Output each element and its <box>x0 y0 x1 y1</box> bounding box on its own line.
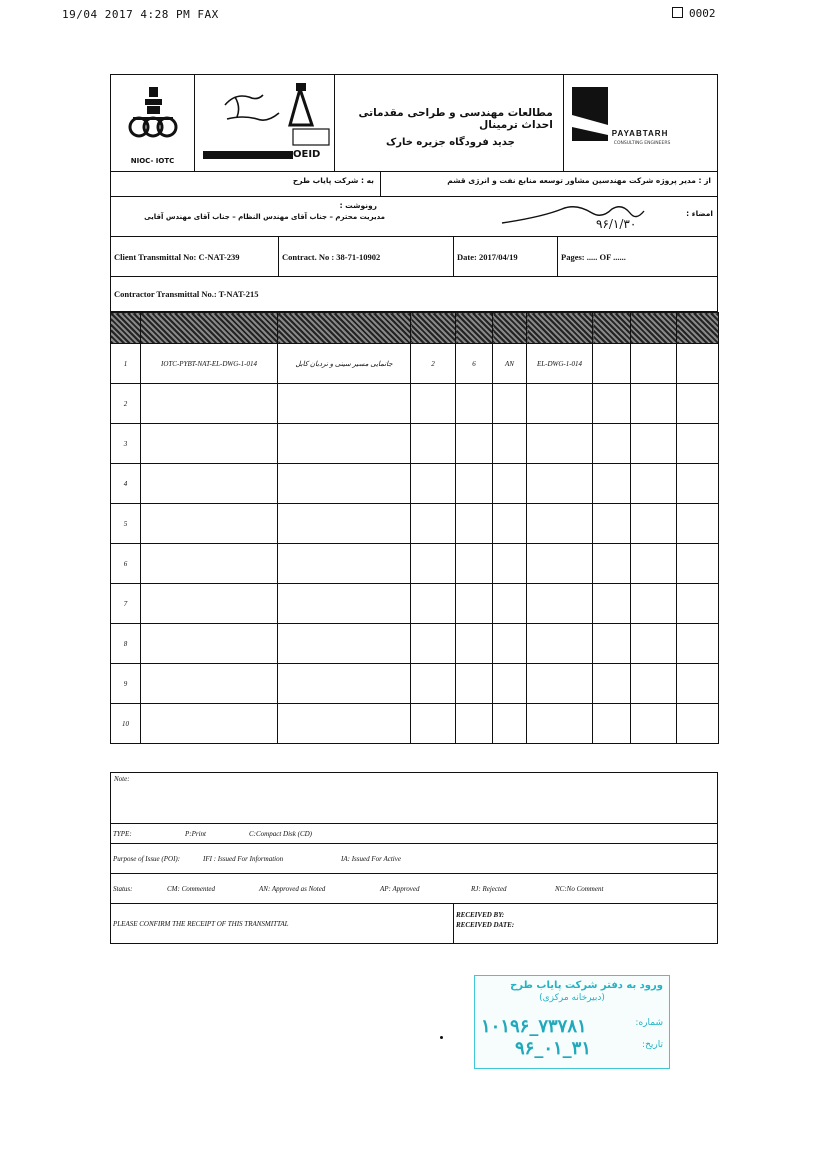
cell-ref <box>527 704 593 744</box>
cell-empty <box>677 464 719 504</box>
to-field: به : شرکت پایاب طرح <box>111 172 381 196</box>
notes-section <box>110 772 718 944</box>
table-row <box>111 584 719 624</box>
stamp-line1: ورود به دفتر شرکت پایاب طرح <box>510 980 663 991</box>
project-title <box>335 75 564 171</box>
client-transmittal: Client Transmittal No: C-NAT-239 <box>111 237 279 276</box>
status-an: AN: Approved as Noted <box>259 884 326 893</box>
table-header <box>111 313 719 344</box>
cell-status <box>493 664 527 704</box>
table-row <box>111 384 719 424</box>
table-row <box>111 424 719 464</box>
cell-rev <box>411 664 456 704</box>
poi-label: Purpose of Issue (POI): <box>113 854 181 863</box>
cell-empty <box>593 584 631 624</box>
payabtarh-logo <box>564 75 717 171</box>
cell-title <box>278 544 411 584</box>
fax-page-value: 0002 <box>689 7 716 20</box>
cell-ref <box>527 464 593 504</box>
cell-empty <box>677 424 719 464</box>
cell-pages <box>456 424 493 464</box>
table-row <box>111 544 719 584</box>
nioc-emblem-icon <box>111 75 195 155</box>
cell-empty <box>631 424 677 464</box>
signature-label: امضاء : <box>686 209 713 218</box>
cell-ref <box>527 664 593 704</box>
cell-empty <box>677 704 719 744</box>
type-label: TYPE: <box>113 829 132 838</box>
cell-empty <box>677 344 719 384</box>
cell-empty <box>631 384 677 424</box>
stamp-date-label: تاریخ: <box>642 1040 663 1050</box>
receipt-stamp <box>474 975 670 1069</box>
cc-body: مدیریت محترم – جناب آقای مهندس النظام – جناب آقای مهندس آقایی <box>144 213 385 221</box>
cell-empty <box>631 544 677 584</box>
cell-title <box>278 624 411 664</box>
cell-pages <box>456 464 493 504</box>
cell-pages <box>456 664 493 704</box>
confirm-line <box>110 904 718 944</box>
speck <box>440 1036 443 1039</box>
nioc-logo <box>111 75 195 171</box>
note-box <box>110 772 718 824</box>
fax-page-number <box>672 7 716 20</box>
cell-no: 8 <box>111 624 141 664</box>
received-block <box>454 904 717 943</box>
cell-rev <box>411 584 456 624</box>
status-rj: RJ: Rejected <box>471 884 507 893</box>
cell-pages <box>456 704 493 744</box>
cell-rev <box>411 504 456 544</box>
cell-empty <box>631 624 677 664</box>
table-row <box>111 664 719 704</box>
cell-ref: EL-DWG-1-014 <box>527 344 593 384</box>
cell-title <box>278 584 411 624</box>
cell-rev <box>411 464 456 504</box>
cell-empty <box>677 664 719 704</box>
cell-rev <box>411 384 456 424</box>
signature-date: ۹۶/۱/۳۰ <box>596 217 637 231</box>
cell-doc <box>141 624 278 664</box>
note-label: Note: <box>114 775 130 783</box>
cell-doc <box>141 704 278 744</box>
cell-doc <box>141 424 278 464</box>
status-nc: NC:No Comment <box>555 884 604 893</box>
stamp-number: ۱۰۱۹۶_۷۳۷۸۱ <box>481 1016 587 1037</box>
stamp-number-label: شماره: <box>635 1018 663 1028</box>
cc-row <box>110 197 718 237</box>
cell-title <box>278 704 411 744</box>
cell-rev <box>411 424 456 464</box>
status-ap: AP: Approved <box>380 884 420 893</box>
cell-pages: 6 <box>456 344 493 384</box>
cell-rev: 2 <box>411 344 456 384</box>
cell-empty <box>593 344 631 384</box>
cell-empty <box>631 704 677 744</box>
stamp-line2: (دبیرخانه مرکزی) <box>539 993 605 1003</box>
cell-rev <box>411 544 456 584</box>
contractor-transmittal: Contractor Transmittal No.: T-NAT-215 <box>110 277 718 312</box>
cell-empty <box>677 504 719 544</box>
address-row <box>110 172 718 197</box>
table-row <box>111 624 719 664</box>
cell-empty <box>631 664 677 704</box>
cell-title <box>278 384 411 424</box>
cell-title <box>278 464 411 504</box>
stamp-date: ۹۶_۰۱_۳۱ <box>515 1038 592 1059</box>
cell-empty <box>593 464 631 504</box>
cell-empty <box>677 584 719 624</box>
cell-doc <box>141 664 278 704</box>
cell-empty <box>631 344 677 384</box>
cell-no: 2 <box>111 384 141 424</box>
fax-header: 19/04 2017 4:28 PM FAX <box>62 8 219 21</box>
cell-empty <box>631 584 677 624</box>
cell-status <box>493 624 527 664</box>
pages-count: Pages: ..... OF ...... <box>561 251 626 262</box>
cc-title: رونوشت : <box>339 201 377 210</box>
cell-no: 4 <box>111 464 141 504</box>
cell-title <box>278 424 411 464</box>
cell-rev <box>411 704 456 744</box>
cell-no: 9 <box>111 664 141 704</box>
cell-ref <box>527 624 593 664</box>
cell-empty <box>593 704 631 744</box>
cell-doc <box>141 464 278 504</box>
cell-status <box>493 384 527 424</box>
cell-doc <box>141 584 278 624</box>
status-cm: CM: Commented <box>167 884 216 893</box>
cell-empty <box>593 424 631 464</box>
cell-pages <box>456 504 493 544</box>
cell-status <box>493 584 527 624</box>
cell-empty <box>593 624 631 664</box>
project-title-main: مطالعات مهندسی و طراحی مقدماتی احداث ترمینال <box>358 107 553 131</box>
cell-doc <box>141 384 278 424</box>
cell-status: AN <box>493 344 527 384</box>
from-field: از : مدیر پروژه شرکت مهندسین مشاور توسعه منابع نفت و انرژی قشم <box>447 176 711 185</box>
type-print: P:Print <box>185 829 206 838</box>
cell-status <box>493 464 527 504</box>
transmittal-date: Date: 2017/04/19 <box>454 237 558 276</box>
cell-empty <box>631 464 677 504</box>
cell-doc <box>141 544 278 584</box>
type-line <box>110 824 718 844</box>
cell-ref <box>527 424 593 464</box>
received-by: RECEIVED BY: <box>456 911 505 919</box>
document-table <box>110 312 719 744</box>
project-title-sub: جدید فرودگاه جزیره خارک <box>385 137 515 148</box>
cell-no: 5 <box>111 504 141 544</box>
type-cd: C:Compact Disk (CD) <box>249 829 312 838</box>
cell-doc: IOTC-PYBT-NAT-EL-DWG-1-014 <box>141 344 278 384</box>
cell-no: 7 <box>111 584 141 624</box>
contract-number: Contract. No : 38-71-10902 <box>279 237 454 276</box>
poi-ifi: IFI : Issued For Information <box>203 854 284 863</box>
cell-title <box>278 504 411 544</box>
table-row <box>111 344 719 384</box>
form-header <box>110 74 718 172</box>
poi-line <box>110 844 718 874</box>
cell-rev <box>411 624 456 664</box>
info-row <box>110 237 718 277</box>
signature-icon <box>496 203 666 235</box>
payabtarh-tag: CONSULTING ENGINEERS <box>613 141 671 146</box>
checkbox-icon <box>672 7 683 18</box>
cell-empty <box>677 624 719 664</box>
cell-no: 3 <box>111 424 141 464</box>
cell-ref <box>527 544 593 584</box>
table-row <box>111 464 719 504</box>
cell-empty <box>677 384 719 424</box>
cell-empty <box>593 544 631 584</box>
ioc-label: NIOC- IOTC <box>130 157 175 165</box>
table-row <box>111 504 719 544</box>
cell-empty <box>631 504 677 544</box>
cell-empty <box>593 504 631 544</box>
table-row <box>111 704 719 744</box>
oeid-logo <box>195 75 335 171</box>
cell-no: 10 <box>111 704 141 744</box>
cell-pages <box>456 544 493 584</box>
cell-no: 6 <box>111 544 141 584</box>
cell-status <box>493 544 527 584</box>
cell-doc <box>141 504 278 544</box>
payabtarh-emblem-icon <box>564 75 718 171</box>
status-label: Status: <box>113 884 133 893</box>
cell-status <box>493 424 527 464</box>
cell-empty <box>593 384 631 424</box>
cell-empty <box>593 664 631 704</box>
status-line <box>110 874 718 904</box>
confirm-text: PLEASE CONFIRM THE RECEIPT OF THIS TRANSMITTAL <box>111 904 454 943</box>
cell-pages <box>456 584 493 624</box>
cell-title: جانمایی مسیر سینی و نردبان کابل <box>278 344 411 384</box>
cell-empty <box>677 544 719 584</box>
oeid-label: OEID <box>293 149 321 160</box>
received-date: RECEIVED DATE: <box>456 921 515 929</box>
cell-pages <box>456 384 493 424</box>
cell-pages <box>456 624 493 664</box>
cell-ref <box>527 504 593 544</box>
cell-status <box>493 504 527 544</box>
cell-status <box>493 704 527 744</box>
cell-title <box>278 664 411 704</box>
cell-ref <box>527 384 593 424</box>
transmittal-form <box>110 74 718 744</box>
poi-ia: IA: Issued For Active <box>341 854 401 863</box>
cell-ref <box>527 584 593 624</box>
cell-no: 1 <box>111 344 141 384</box>
payabtarh-name: PAYABTARH <box>611 129 669 138</box>
